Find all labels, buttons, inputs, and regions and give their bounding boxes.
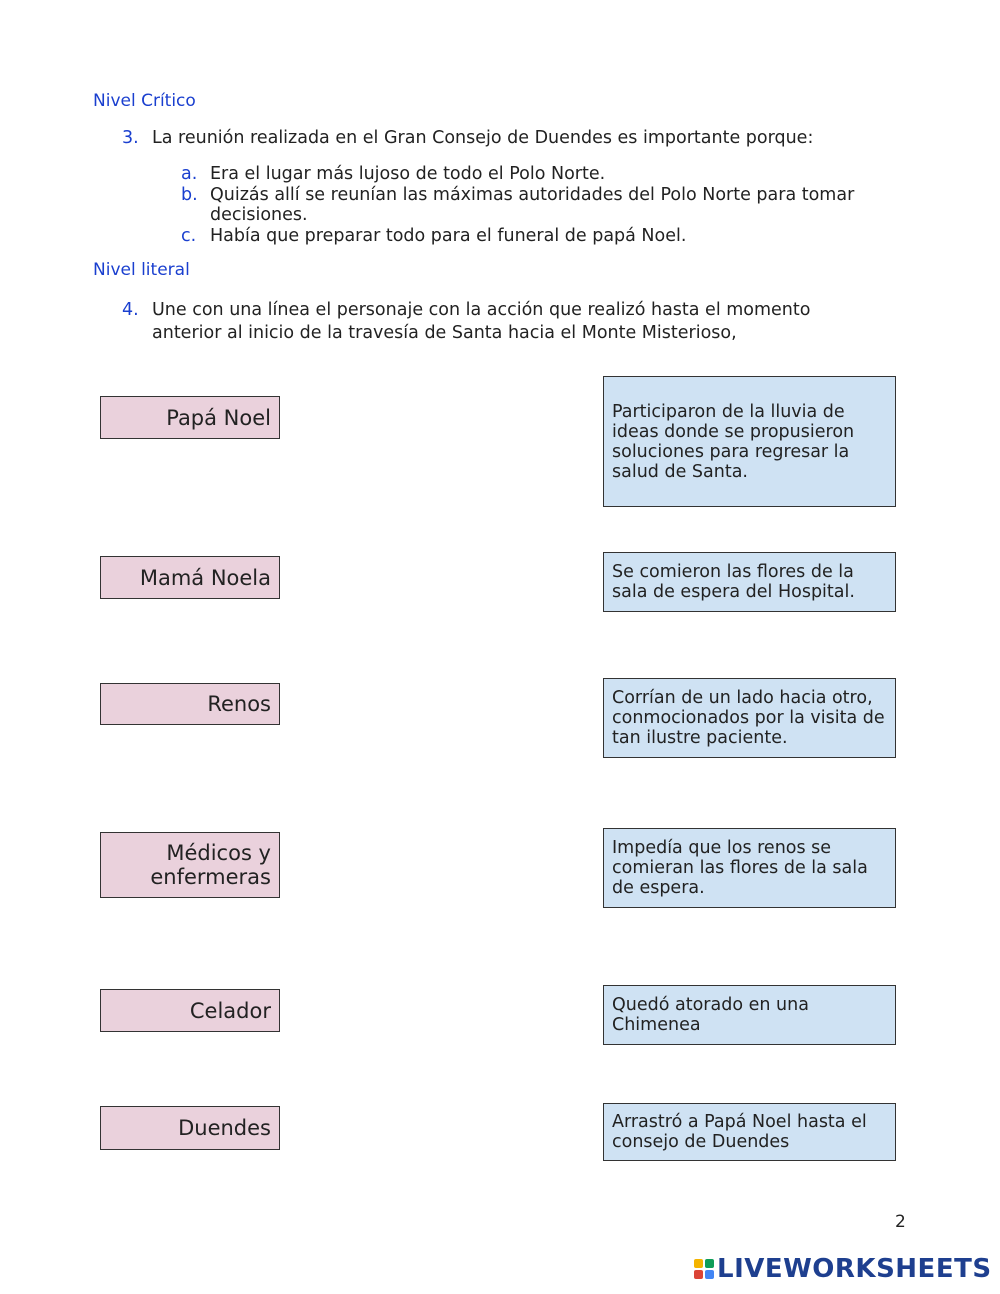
question-text: La reunión realizada en el Gran Consejo de Duendes es importante porque: (152, 128, 814, 148)
question-text: Une con una línea el personaje con la acción que realizó hasta el momento anterior al inicio de la travesía de Santa hacia el Monte Misterioso, (152, 300, 811, 343)
question-number: 3. (122, 128, 139, 148)
character-box-renos[interactable]: Renos (100, 683, 280, 725)
action-box-5[interactable]: Quedó atorado en una Chimenea (603, 985, 896, 1045)
logo-square (705, 1259, 714, 1268)
logo-square (705, 1270, 714, 1279)
character-box-celador[interactable]: Celador (100, 989, 280, 1032)
action-box-3[interactable]: Corrían de un lado hacia otro, conmocionados por la visita de tan ilustre paciente. (603, 678, 896, 758)
action-box-6[interactable]: Arrastró a Papá Noel hasta el consejo de Duendes (603, 1103, 896, 1161)
logo-text: LIVEWORKSHEETS (717, 1254, 992, 1284)
logo-square (694, 1270, 703, 1279)
character-box-duendes[interactable]: Duendes (100, 1106, 280, 1150)
action-box-2[interactable]: Se comieron las flores de la sala de espera del Hospital. (603, 552, 896, 612)
option-letter: b. (181, 185, 198, 205)
character-box-mama-noela[interactable]: Mamá Noela (100, 556, 280, 599)
action-box-1[interactable]: Participaron de la lluvia de ideas donde se propusieron soluciones para regresar la salud de Santa. (603, 376, 896, 507)
question-number: 4. (122, 300, 139, 320)
option-text: Era el lugar más lujoso de todo el Polo Norte. (210, 164, 606, 184)
character-box-medicos[interactable]: Médicos y enfermeras (100, 832, 280, 898)
action-box-4[interactable]: Impedía que los renos se comieran las flores de la sala de espera. (603, 828, 896, 908)
character-box-papa-noel[interactable]: Papá Noel (100, 396, 280, 439)
logo-grid-icon (694, 1259, 714, 1279)
section-heading-critico: Nivel Crítico (93, 91, 196, 111)
option-letter: a. (181, 164, 198, 184)
option-letter: c. (181, 226, 197, 246)
option-text: Había que preparar todo para el funeral de papá Noel. (210, 226, 687, 246)
liveworksheets-logo (694, 1254, 992, 1284)
logo-square (694, 1259, 703, 1268)
page-number: 2 (895, 1212, 906, 1232)
section-heading-literal: Nivel literal (93, 260, 190, 280)
option-text: Quizás allí se reunían las máximas autoridades del Polo Norte para tomar decisiones. (210, 185, 855, 225)
